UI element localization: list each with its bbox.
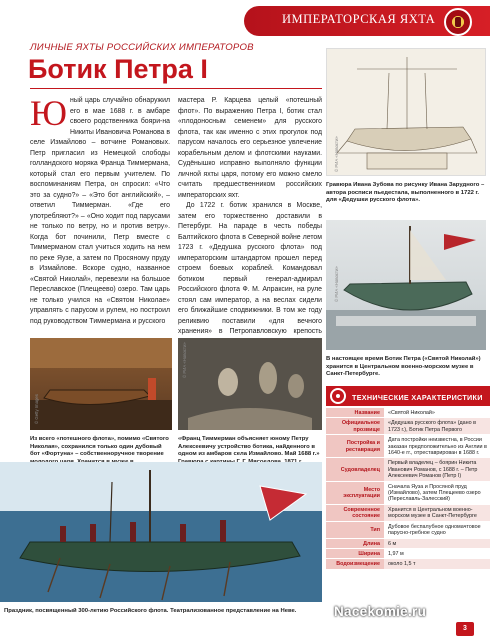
spec-key: Ширина xyxy=(326,549,384,558)
spec-key: Постройка и реставрация xyxy=(326,435,384,457)
fortuna-boat-photo xyxy=(30,338,172,430)
title-divider xyxy=(30,88,322,89)
caption-parade: Праздник, посвященный 300-летию Российского флота. Театрализованное представление на Неве. xyxy=(4,608,297,614)
spec-value: Первый владелец – боярин Никита Иванович Романов, с 1688 г. – Петр Алексеевич Романов (Петр I) xyxy=(384,458,490,480)
engraving-illustration xyxy=(327,49,486,176)
paragraph: мастера Р. Карцева целый «потешный флот». По выражению Петра I, ботик стал «плодоносным семенем» для русского флота, так как именно с этих прогулок под парусом началось его серьезное увлечение корабельным делом и флотскими науками. Судёнышко исправно выполняло функции личной яхты царя, потому его можно смело считать предшественником российских императорских яхт. xyxy=(178,97,322,199)
spec-key: Современное состояние xyxy=(326,505,384,521)
photo-credit: © РИА «Новости» xyxy=(182,342,187,378)
museum-boat-illustration xyxy=(326,220,486,350)
spec-key: Судовладелец xyxy=(326,458,384,480)
spec-key: Название xyxy=(326,408,384,417)
spec-row xyxy=(326,435,490,458)
museum-boat-image xyxy=(326,220,486,350)
photo-credit: © Getty Images xyxy=(34,394,39,424)
article-title: Ботик Петра I xyxy=(28,54,208,84)
article-column-1 xyxy=(30,93,170,327)
spec-key: Водоизмещение xyxy=(326,559,384,568)
parade-photo xyxy=(0,462,322,602)
spec-row xyxy=(326,539,490,549)
spec-row xyxy=(326,505,490,522)
spec-value: около 1,5 т xyxy=(384,559,490,568)
spec-value: Дата постройки неизвестна, в России заказан предположительно из Англии в 1640-е гг., отреставрирован в 1688 г. xyxy=(384,435,490,457)
spec-row xyxy=(326,418,490,435)
photo-credit: © РИА «Новости» xyxy=(334,266,339,302)
spec-key: Официальное прозвище xyxy=(326,418,384,434)
spec-row xyxy=(326,482,490,505)
spec-row xyxy=(326,549,490,559)
spec-value: Дубовое беспалубное одномачтовое парусно-гребное судно xyxy=(384,522,490,538)
spec-key: Тип xyxy=(326,522,384,538)
spec-value: «Дедушка русского флота» (дано в 1723 г.), Ботик Петра Первого xyxy=(384,418,490,434)
paragraph-text: ный царь случайно обнаружил его в мае 1688 г. в амбаре своего родственника бояри-на Никиты Ивановича Романова в селе Измайлово – вотчине Романовых. Петр пригласил из Немецкой слободы голландского моряка Франца Тиммермана, который стал его первым учителем. По воспоминаниям Петра, он спросил: «Что это за судно?» – «Это бот английский», – ответил Тиммерман. «Где его употребляют?» – «Оно ходит под парусами не только по ветру, но и против ветру». Когда бот починили, Петр вместе с Тиммерманом стал учиться ходить на нем по реке Яузе, а затем по Просяному пруду в Измайлове. Вскоре судно, названное «Святой Николай», перевезли на большое Переславское (Плещеево) озеро. Там царь не только учился на «Святом Николае» управлять с парусом и рулем, но построил под руководством Тиммермана и русского xyxy=(30,97,170,325)
specs-table xyxy=(326,408,490,570)
article-kicker: ЛИЧНЫЕ ЯХТЫ РОССИЙСКИХ ИМПЕРАТОРОВ xyxy=(30,42,254,53)
caption-engraving: Гравюра Ивана Зубова по рисунку Ивана Зарудного – автора росписи пьедестала, выполненного в 1722 г. для «Дедушки русского флота». xyxy=(326,182,485,204)
spec-row xyxy=(326,522,490,539)
caption-painting: «Франц Тиммерман объясняет юному Петру Алексеевичу устройство ботика, найденного в одном из амбаров села Измайлово. Май 1688 г.» xyxy=(178,436,320,458)
spec-key: Место эксплуатации xyxy=(326,482,384,504)
article-column-2 xyxy=(178,96,322,348)
emblem-icon xyxy=(444,8,472,36)
drop-cap: Ю xyxy=(30,93,68,133)
caption-museum: В настоящее время Ботик Петра («Святой Николай») хранится в Центральном военно-морском музее в Санкт-Петербурге. xyxy=(326,356,481,378)
spec-row xyxy=(326,559,490,569)
caption-fortuna: Из всего «потешного флота», помимо «Святого Николая», сохранился только один дубовый бот «Фортуна» – собственноручное творение xyxy=(30,436,169,458)
specs-title: ТЕХНИЧЕСКИЕ ХАРАКТЕРИСТИКИ xyxy=(352,393,483,402)
boathouse-illustration xyxy=(30,338,172,430)
engraving-image xyxy=(326,48,486,176)
parade-illustration xyxy=(0,462,322,602)
spec-row xyxy=(326,408,490,418)
spec-value: «Святой Николай» xyxy=(384,408,490,417)
spec-value: 1,97 м xyxy=(384,549,490,558)
watermark: Nacekomie.ru xyxy=(334,604,427,619)
ship-wheel-icon xyxy=(330,388,346,404)
spec-value: Сначала Яуза и Просяной пруд (Измайлово), затем Плещеево озеро (Переславль-Залесский) xyxy=(384,482,490,504)
spec-value: Хранится в Центральном военно-морском музее в Санкт-Петербурге xyxy=(384,505,490,521)
page-number: 3 xyxy=(456,622,474,636)
spec-value: 6 м xyxy=(384,539,490,548)
spec-key: Длина xyxy=(326,539,384,548)
paragraph: До 1722 г. ботик хранился в Москве, затем его торжественно доставили в Петербург. На параде в честь победы Балтийского флота в Северной войне летом 1723 г. «Дедушка русского флота» под императорским штандартом прошел перед строем боевых кораблей. Командовал ботиком первый генерал-адмирал Российского флота Ф. М. Апраксин, на руле стоял сам император, а на веслах сидели его ближайшие сподвижники. В том же году реликвию поставили «для вечного хранения» в Петропавловскую крепость xyxy=(178,202,322,335)
paragraph xyxy=(30,93,170,327)
myasoedov-painting xyxy=(178,338,322,430)
photo-credit: © РИА «Новости» xyxy=(334,136,339,172)
painting-illustration xyxy=(178,338,322,430)
spec-row xyxy=(326,458,490,481)
series-title: ИМПЕРАТОРСКАЯ ЯХТА xyxy=(282,12,436,26)
